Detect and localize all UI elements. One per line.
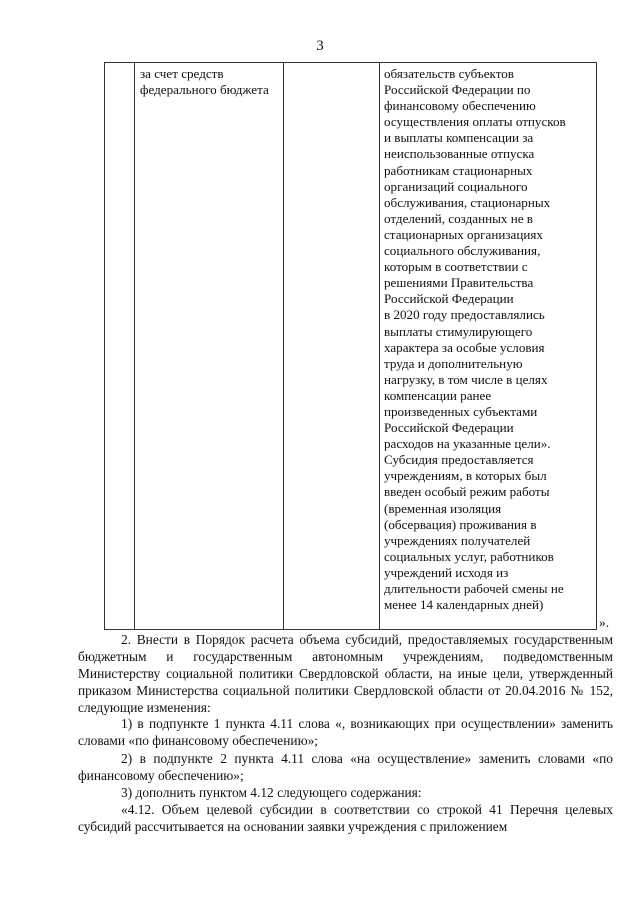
table-cell-line: отделений, созданных не в: [384, 210, 533, 226]
table-cell-line: стационарных организациях: [384, 226, 543, 242]
paragraph-subitem-1: 1) в подпункте 1 пункта 4.11 слова «, возникающих при осуществлении» заменить словами «по финансовому обеспечению»;: [78, 716, 613, 748]
table-cell-line: введен особый режим работы: [384, 484, 550, 500]
table-cell-line: учреждений исходя из: [384, 564, 509, 580]
table-cell-line: неиспользованные отпуска: [384, 146, 535, 162]
table-cell-line: учреждениям, в которых был: [384, 468, 547, 484]
table-column-divider: [283, 63, 284, 629]
table-cell-line: федерального бюджета: [140, 82, 269, 98]
table-cell-line: социального обслуживания,: [384, 243, 541, 259]
table-cell-line: Российской Федерации: [384, 420, 514, 436]
table-cell-purpose: [384, 66, 594, 613]
table-cell-line: за счет средств: [140, 66, 224, 81]
table-cell-line: и выплаты компенсации за: [384, 130, 534, 146]
table-cell-line: Субсидия предоставляется: [384, 452, 534, 468]
table-cell-line: обслуживания, стационарных: [384, 194, 551, 210]
subsidy-table: [104, 62, 597, 630]
table-cell-line: нагрузку, в том числе в целях: [384, 371, 548, 387]
table-cell-line: работникам стационарных: [384, 162, 533, 178]
table-cell-line: произведенных субъектами: [384, 403, 538, 419]
table-cell-line: компенсации ранее: [384, 387, 492, 403]
table-cell-line: характера за особые условия: [384, 339, 545, 355]
table-closing-mark: ».: [599, 615, 610, 630]
table-cell-line: решениями Правительства: [384, 275, 534, 291]
table-cell-line: менее 14 календарных дней): [384, 597, 544, 613]
table-cell-line: расходов на указанные цели».: [384, 436, 551, 452]
table-cell-line: социальных услуг, работников: [384, 548, 554, 564]
paragraph-subitem-3: 3) дополнить пунктом 4.12 следующего содержания:: [121, 785, 422, 800]
table-cell-line: выплаты стимулирующего: [384, 323, 533, 339]
page-number: 3: [316, 38, 324, 54]
table-cell-line: Российской Федерации по: [384, 82, 531, 98]
table-cell-line: финансовому обеспечению: [384, 98, 536, 114]
paragraph-item-2: 2. Внести в Порядок расчета объема субсидий, предоставляемых государственным бюджетным и государственным автономным учреждениям, подведомственным Министерству социальной политики Свердловской области, на иные цели, утвержденный приказом Министерства социальной политики Свердловской области от 20.04.2016 № 152, следующие изменения:: [78, 632, 613, 715]
table-cell-line: в 2020 году предоставлялись: [384, 307, 545, 323]
paragraph-subitem-2: 2) в подпункте 2 пункта 4.11 слова «на осуществление» заменить словами «по финансовому обеспечению»;: [78, 751, 613, 783]
table-cell-line: труда и дополнительную: [384, 355, 523, 371]
table-cell-line: обязательств субъектов: [384, 66, 514, 81]
table-cell-line: которым в соответствии с: [384, 259, 528, 275]
table-cell-line: (временная изоляция: [384, 500, 502, 516]
table-cell-line: осуществления оплаты отпусков: [384, 114, 566, 130]
table-cell-line: организаций социального: [384, 178, 528, 194]
table-cell-line: (обсервация) проживания в: [384, 516, 537, 532]
table-cell-line: длительности рабочей смены не: [384, 581, 564, 596]
table-column-divider: [379, 63, 380, 629]
table-cell-line: учреждениях получателей: [384, 532, 531, 548]
table-cell-line: Российской Федерации: [384, 291, 514, 307]
table-cell-funding-source: [140, 66, 282, 98]
table-column-divider: [134, 63, 135, 629]
paragraph-item-4-12: «4.12. Объем целевой субсидии в соответствии со строкой 41 Перечня целевых субсидий рассчитывается на основании заявки учреждения с приложением: [78, 802, 613, 834]
